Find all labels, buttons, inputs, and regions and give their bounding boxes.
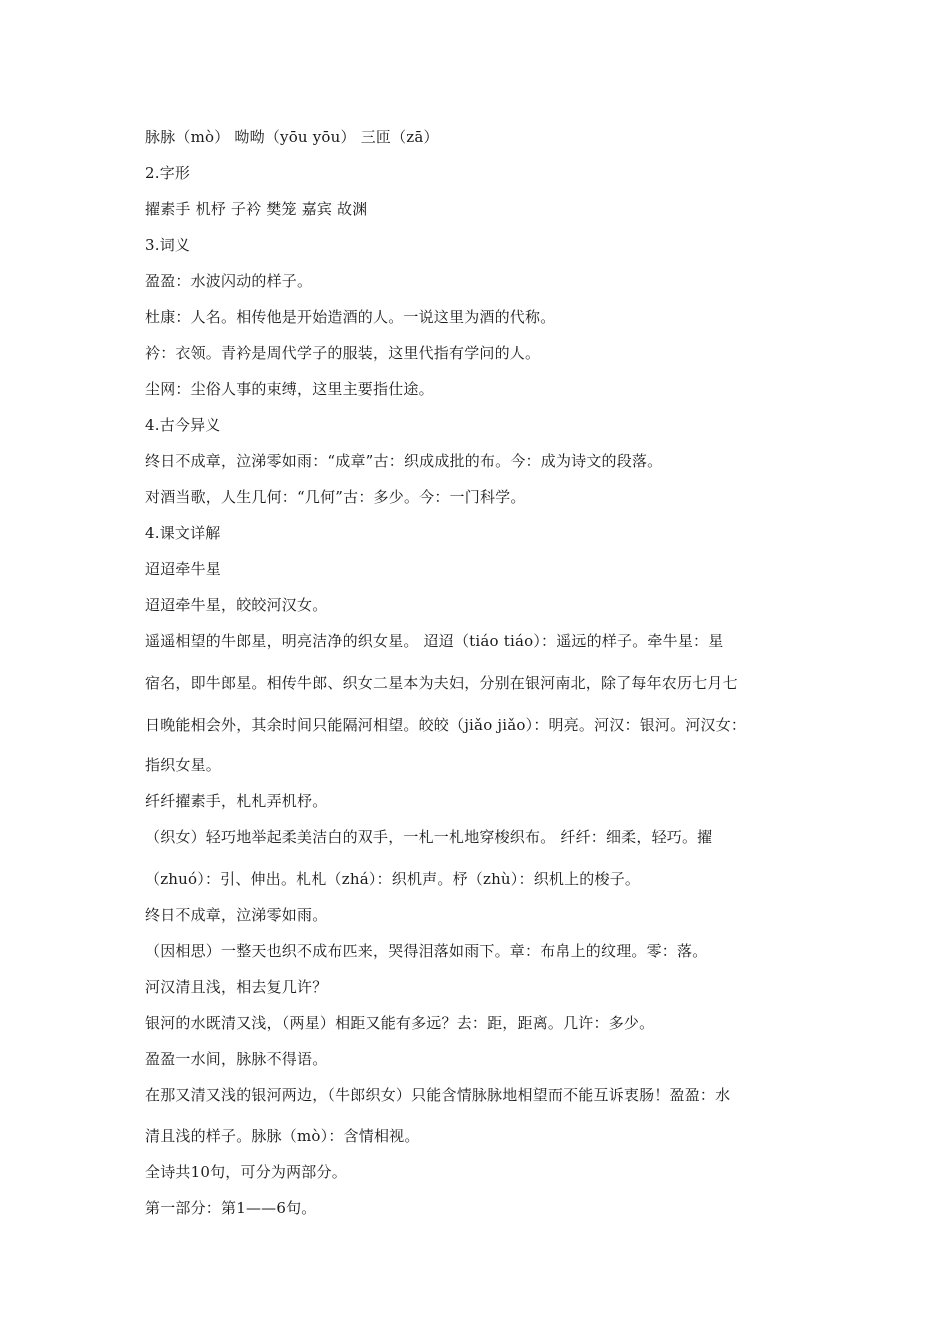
section-heading-ancient-modern: 4.古今异义 [145, 416, 221, 434]
explanation-line: 在那又清又浅的银河两边，（牛郎织女）只能含情脉脉地相望而不能互诉衷肠！盈盈：水 [145, 1086, 731, 1104]
explanation-line: 日晚能相会外，其余时间只能隔河相望。皎皎（jiǎo jiǎo）：明亮。河汉：银河。河汉女： [145, 716, 747, 734]
explanation-line: 遥遥相望的牛郎星，明亮洁净的织女星。 迢迢（tiáo tiáo）：遥远的样子。牵牛星：星 [145, 632, 724, 650]
poem-verse: 河汉清且浅，相去复几许？ [145, 978, 328, 996]
ancient-modern-line: 对酒当歌，人生几何：“几何”古：多少。今：一门科学。 [145, 488, 526, 506]
explanation-line: （因相思）一整天也织不成布匹来，哭得泪落如雨下。章：布帛上的纹理。零：落。 [145, 942, 708, 960]
explanation-line: （织女）轻巧地举起柔美洁白的双手，一札一札地穿梭织布。 纤纤：细柔，轻巧。擢 [145, 828, 713, 846]
section-heading-text-explanation: 4.课文详解 [145, 524, 221, 542]
explanation-line: 宿名，即牛郎星。相传牛郎、织女二星本为夫妇，分别在银河南北，除了每年农历七月七 [145, 674, 738, 692]
poem-verse: 纤纤擢素手，札札弄机杼。 [145, 792, 328, 810]
explanation-line: 银河的水既清又浅，（两星）相距又能有多远？去：距，距离。几许：多少。 [145, 1014, 655, 1032]
poem-title: 迢迢牵牛星 [145, 560, 222, 578]
poem-verse: 盈盈一水间，脉脉不得语。 [145, 1050, 328, 1068]
summary-line: 第一部分：第1——6句。 [145, 1199, 317, 1217]
glyph-words-line: 擢素手 机杼 子衿 樊笼 嘉宾 故渊 [145, 200, 368, 218]
poem-verse: 迢迢牵牛星，皎皎河汉女。 [145, 596, 328, 614]
ancient-modern-line: 终日不成章，泣涕零如雨：“成章”古：织成成批的布。今：成为诗文的段落。 [145, 452, 663, 470]
meaning-line: 尘网：尘俗人事的束缚，这里主要指仕途。 [145, 380, 434, 398]
section-heading-glyph: 2.字形 [145, 164, 191, 182]
meaning-line: 盈盈：水波闪动的样子。 [145, 272, 313, 290]
summary-line: 全诗共10句，可分为两部分。 [145, 1163, 347, 1181]
poem-verse: 终日不成章，泣涕零如雨。 [145, 906, 328, 924]
section-heading-meaning: 3.词义 [145, 236, 191, 254]
explanation-line: 清且浅的样子。脉脉（mò）：含情相视。 [145, 1127, 420, 1145]
meaning-line: 衿：衣领。青衿是周代学子的服装，这里代指有学问的人。 [145, 344, 541, 362]
explanation-line: （zhuó）：引、伸出。札札（zhá）：织机声。杼（zhù）：织机上的梭子。 [145, 870, 641, 888]
pronunciation-line: 脉脉（mò） 呦呦（yōu yōu） 三匝（zā） [145, 128, 439, 146]
meaning-line: 杜康：人名。相传他是开始造酒的人。一说这里为酒的代称。 [145, 308, 556, 326]
explanation-line: 指织女星。 [145, 756, 222, 774]
